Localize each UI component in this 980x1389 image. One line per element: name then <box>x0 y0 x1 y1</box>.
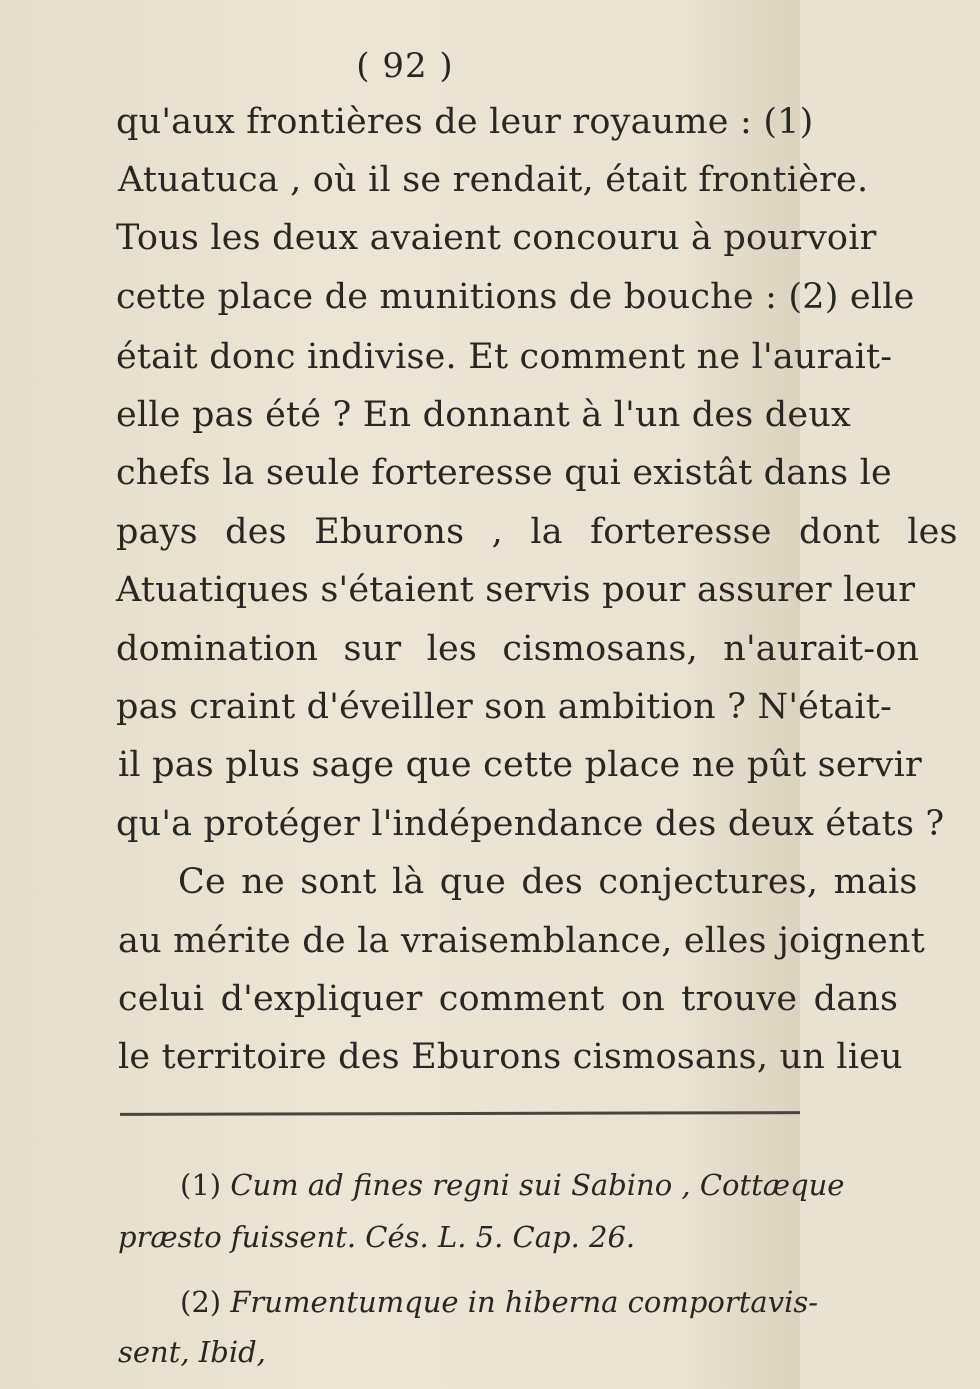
body-line: chefs la seule forteresse qui existât dans le <box>116 453 892 493</box>
body-line: Ce ne sont là que des conjectures, mais <box>178 862 918 902</box>
body-line: domination sur les cismosans, n'aurait-on <box>116 629 920 669</box>
body-line: elle pas été ? En donnant à l'un des deux <box>116 395 851 435</box>
footnote-1-text: Cum ad fines regni sui Sabino , Cottæque <box>230 1168 845 1202</box>
body-line: il pas plus sage que cette place ne pût servir <box>118 745 922 785</box>
footnote-2-line-1 <box>0 1283 980 1321</box>
body-line: le territoire des Eburons cismosans, un lieu <box>118 1037 903 1077</box>
body-line: cette place de munitions de bouche : (2) elle <box>116 277 915 317</box>
body-line: au mérite de la vraisemblance, elles joignent <box>118 921 925 961</box>
body-line: Atuatiques s'étaient servis pour assurer leur <box>116 570 916 610</box>
footnote-1-marker: (1) <box>180 1168 222 1202</box>
body-line: celui d'expliquer comment on trouve dans <box>118 979 899 1019</box>
body-line: qu'aux frontières de leur royaume : (1) <box>116 102 814 142</box>
body-line: pas craint d'éveiller son ambition ? N'était- <box>116 687 893 727</box>
footnote-1-line-2: præsto fuissent. Cés. L. 5. Cap. 26. <box>118 1220 636 1254</box>
footnote-2-marker: (2) <box>180 1285 222 1319</box>
body-line: pays des Eburons , la forteresse dont les <box>116 512 958 552</box>
body-line: Atuatuca , où il se rendait, était frontière. <box>118 160 869 200</box>
footnote-separator <box>120 1111 800 1116</box>
footnote-2-text: Frumentumque in hiberna comportavis- <box>230 1285 819 1319</box>
page-number: ( 92 ) <box>356 46 454 86</box>
body-line: qu'a protéger l'indépendance des deux états ? <box>116 804 945 844</box>
body-line: était donc indivise. Et comment ne l'aurait- <box>116 337 893 377</box>
footnote-1-line-1 <box>0 1166 980 1204</box>
body-line: Tous les deux avaient concouru à pourvoir <box>116 218 877 258</box>
footnote-2-line-2: sent, Ibid, <box>118 1335 266 1369</box>
